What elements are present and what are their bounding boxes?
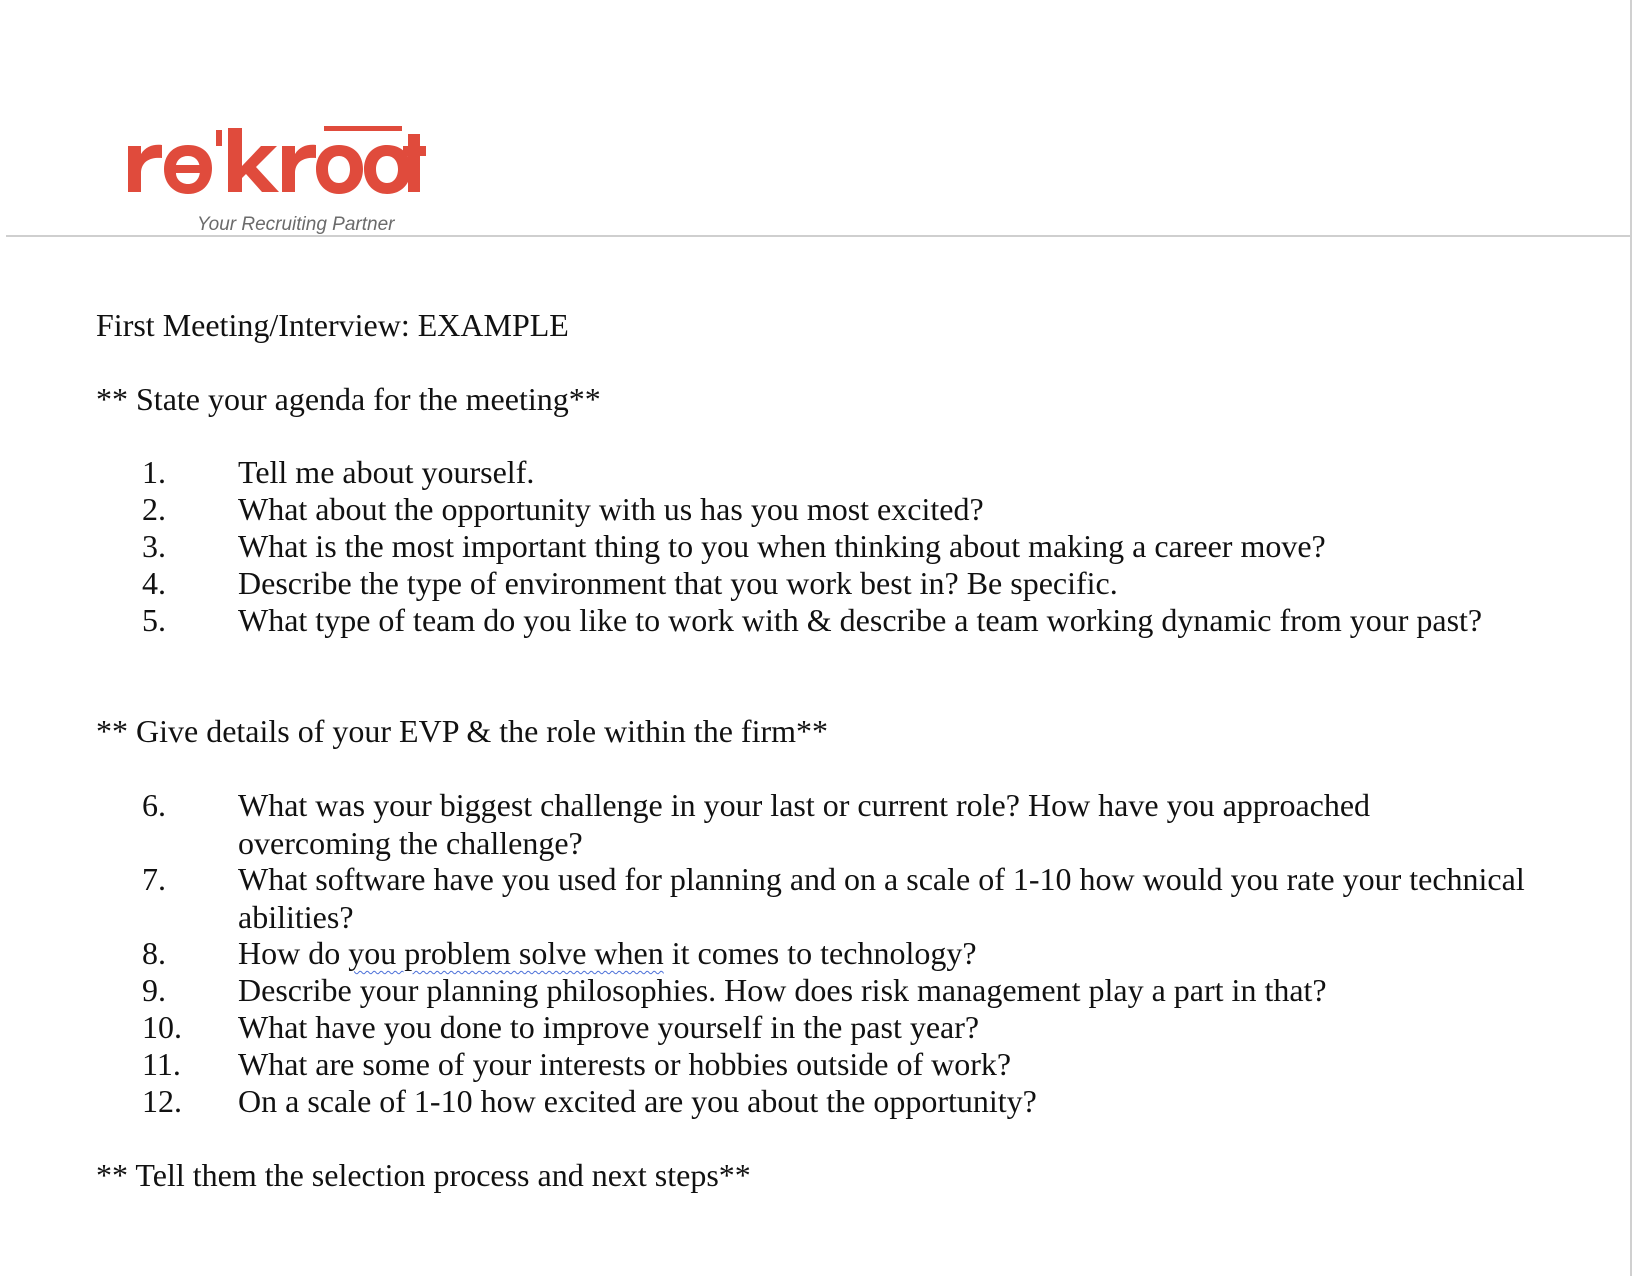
question-text: What about the opportunity with us has you most excited?	[238, 491, 984, 527]
question-text: What type of team do you like to work with & describe a team working dynamic from your past?	[238, 602, 1483, 638]
spellcheck-squiggle: you problem solve when	[348, 935, 664, 971]
question-text: What are some of your interests or hobbies outside of work?	[238, 1046, 1012, 1082]
question-number: 6.	[142, 787, 166, 823]
question-number: 2.	[142, 491, 166, 527]
question-text: What software have you used for planning and on a scale of 1-10 how would you rate your technical abilities?	[238, 861, 1525, 935]
question-number: 9.	[142, 972, 166, 1008]
question-text: On a scale of 1-10 how excited are you about the opportunity?	[238, 1083, 1037, 1119]
question-text: Describe your planning philosophies. How does risk management play a part in that?	[238, 972, 1327, 1008]
section-heading-next-steps: ** Tell them the selection process and next steps**	[96, 1157, 751, 1193]
question-text: What have you done to improve yourself in the past year?	[238, 1009, 980, 1045]
question-text-end: it comes to technology?	[663, 935, 977, 971]
logo-tagline: Your Recruiting Partner	[197, 214, 395, 235]
question-text-start: How do	[238, 935, 349, 971]
question-number: 8.	[142, 935, 166, 971]
rekroot-logo	[126, 118, 436, 238]
question-text	[238, 934, 1528, 972]
question-number: 3.	[142, 528, 166, 564]
question-text: What was your biggest challenge in your last or current role? How have you approached overcoming the challenge?	[238, 787, 1371, 861]
question-text: Tell me about yourself.	[238, 454, 535, 490]
question-number: 5.	[142, 602, 166, 638]
section-heading-agenda: ** State your agenda for the meeting**	[96, 381, 601, 417]
page-edge	[1630, 0, 1632, 1276]
question-text: Describe the type of environment that you work best in? Be specific.	[238, 565, 1118, 601]
question-number: 7.	[142, 861, 166, 897]
question-number: 12.	[142, 1083, 182, 1119]
section-heading-evp: ** Give details of your EVP & the role within the firm**	[96, 713, 829, 749]
question-number: 4.	[142, 565, 166, 601]
question-number: 10.	[142, 1009, 182, 1045]
rekroot-logo-mark	[126, 118, 426, 198]
question-text: What is the most important thing to you when thinking about making a career move?	[238, 528, 1326, 564]
document-title: First Meeting/Interview: EXAMPLE	[96, 307, 569, 343]
header-divider	[6, 235, 1630, 237]
question-number: 11.	[142, 1046, 181, 1082]
question-number: 1.	[142, 454, 166, 490]
